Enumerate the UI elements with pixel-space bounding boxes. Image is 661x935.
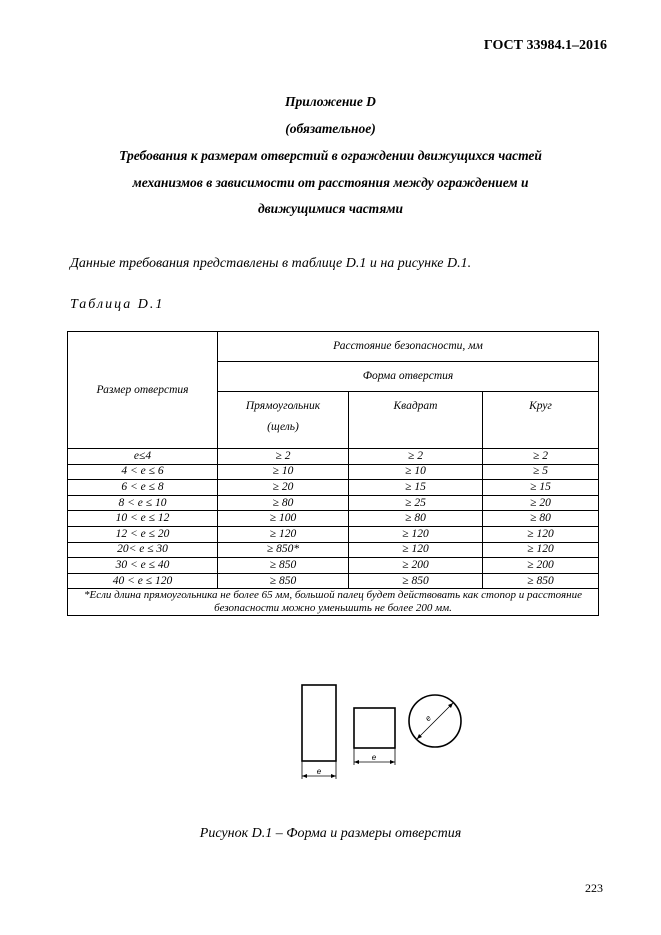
value-cell: ≥ 10 [349, 464, 483, 480]
table-row [68, 464, 599, 480]
value-cell: ≥ 850 [218, 558, 349, 574]
size-cell: 6 < e ≤ 8 [68, 480, 218, 496]
rectangle-slot-shape [302, 685, 336, 779]
value-cell: ≥ 15 [349, 480, 483, 496]
value-cell: ≥ 850* [218, 542, 349, 558]
value-cell: ≥ 5 [483, 464, 599, 480]
value-cell: ≥ 15 [483, 480, 599, 496]
value-cell: ≥ 850 [483, 573, 599, 589]
col-square-header: Квадрат [349, 392, 483, 449]
opening-shapes-figure [296, 680, 476, 790]
standard-number: ГОСТ 33984.1–2016 [483, 38, 607, 53]
table-row [68, 511, 599, 527]
size-cell: 4 < e ≤ 6 [68, 464, 218, 480]
table-row [68, 573, 599, 589]
value-cell: ≥ 120 [218, 526, 349, 542]
square-shape [354, 708, 395, 765]
col-circle-header: Круг [483, 392, 599, 449]
size-cell: 8 < e ≤ 10 [68, 495, 218, 511]
size-cell: 40 < e ≤ 120 [68, 573, 218, 589]
table-row [68, 542, 599, 558]
table-footnote: *Если длина прямоугольника не более 65 мм, большой палец будет действовать как стопор и расстояние безопасности можно уменьшить не более 200 мм. [68, 589, 599, 616]
value-cell: ≥ 10 [218, 464, 349, 480]
size-cell: 12 < e ≤ 20 [68, 526, 218, 542]
value-cell: ≥ 850 [218, 573, 349, 589]
value-cell: ≥ 120 [349, 542, 483, 558]
value-cell: ≥ 100 [218, 511, 349, 527]
table-row [68, 495, 599, 511]
requirements-table [67, 331, 599, 616]
value-cell: ≥ 20 [218, 480, 349, 496]
shape-header: Форма отверстия [218, 362, 599, 392]
value-cell: ≥ 200 [349, 558, 483, 574]
circle-shape [409, 695, 461, 747]
value-cell: ≥ 120 [483, 526, 599, 542]
table-row [68, 526, 599, 542]
value-cell: ≥ 80 [483, 511, 599, 527]
value-cell: ≥ 2 [349, 449, 483, 465]
col-size-header: Размер отверстия [68, 332, 218, 449]
value-cell: ≥ 25 [349, 495, 483, 511]
table-caption: Таблица D.1 [70, 297, 165, 312]
figure-caption: Рисунок D.1 – Форма и размеры отверстия [199, 826, 462, 841]
value-cell: ≥ 80 [218, 495, 349, 511]
value-cell: ≥ 2 [218, 449, 349, 465]
value-cell: ≥ 2 [483, 449, 599, 465]
square-dimension-label: e [371, 753, 377, 762]
value-cell: ≥ 120 [349, 526, 483, 542]
table-row [68, 558, 599, 574]
value-cell: ≥ 20 [483, 495, 599, 511]
size-cell: 30 < e ≤ 40 [68, 558, 218, 574]
appendix-status: (обязательное) [285, 121, 376, 136]
value-cell: ≥ 120 [483, 542, 599, 558]
col-slot-label: (щель) [267, 421, 299, 433]
appendix-title: Приложение D [285, 94, 376, 109]
appendix-heading-line: механизмов в зависимости от расстояния между ограждением и [132, 175, 529, 190]
value-cell: ≥ 200 [483, 558, 599, 574]
size-cell: 10 < e ≤ 12 [68, 511, 218, 527]
appendix-heading-line: Требования к размерам отверстий в ограждении движущихся частей [119, 148, 542, 163]
size-cell: 20< e ≤ 30 [68, 542, 218, 558]
circle-dimension-label: e [423, 713, 433, 723]
table-row [68, 449, 599, 465]
intro-text: Данные требования представлены в таблице D.1 и на рисунке D.1. [70, 256, 472, 271]
table-row [68, 480, 599, 496]
size-cell: e≤4 [68, 449, 218, 465]
col-rectangle-label: Прямоугольник [245, 400, 321, 412]
value-cell: ≥ 850 [349, 573, 483, 589]
value-cell: ≥ 80 [349, 511, 483, 527]
col-rectangle-header [218, 392, 349, 449]
safety-distance-header: Расстояние безопасности, мм [218, 332, 599, 362]
appendix-heading-line: движущимися частями [257, 201, 404, 216]
rect-dimension-label: e [316, 767, 322, 776]
page-number: 223 [585, 881, 603, 895]
